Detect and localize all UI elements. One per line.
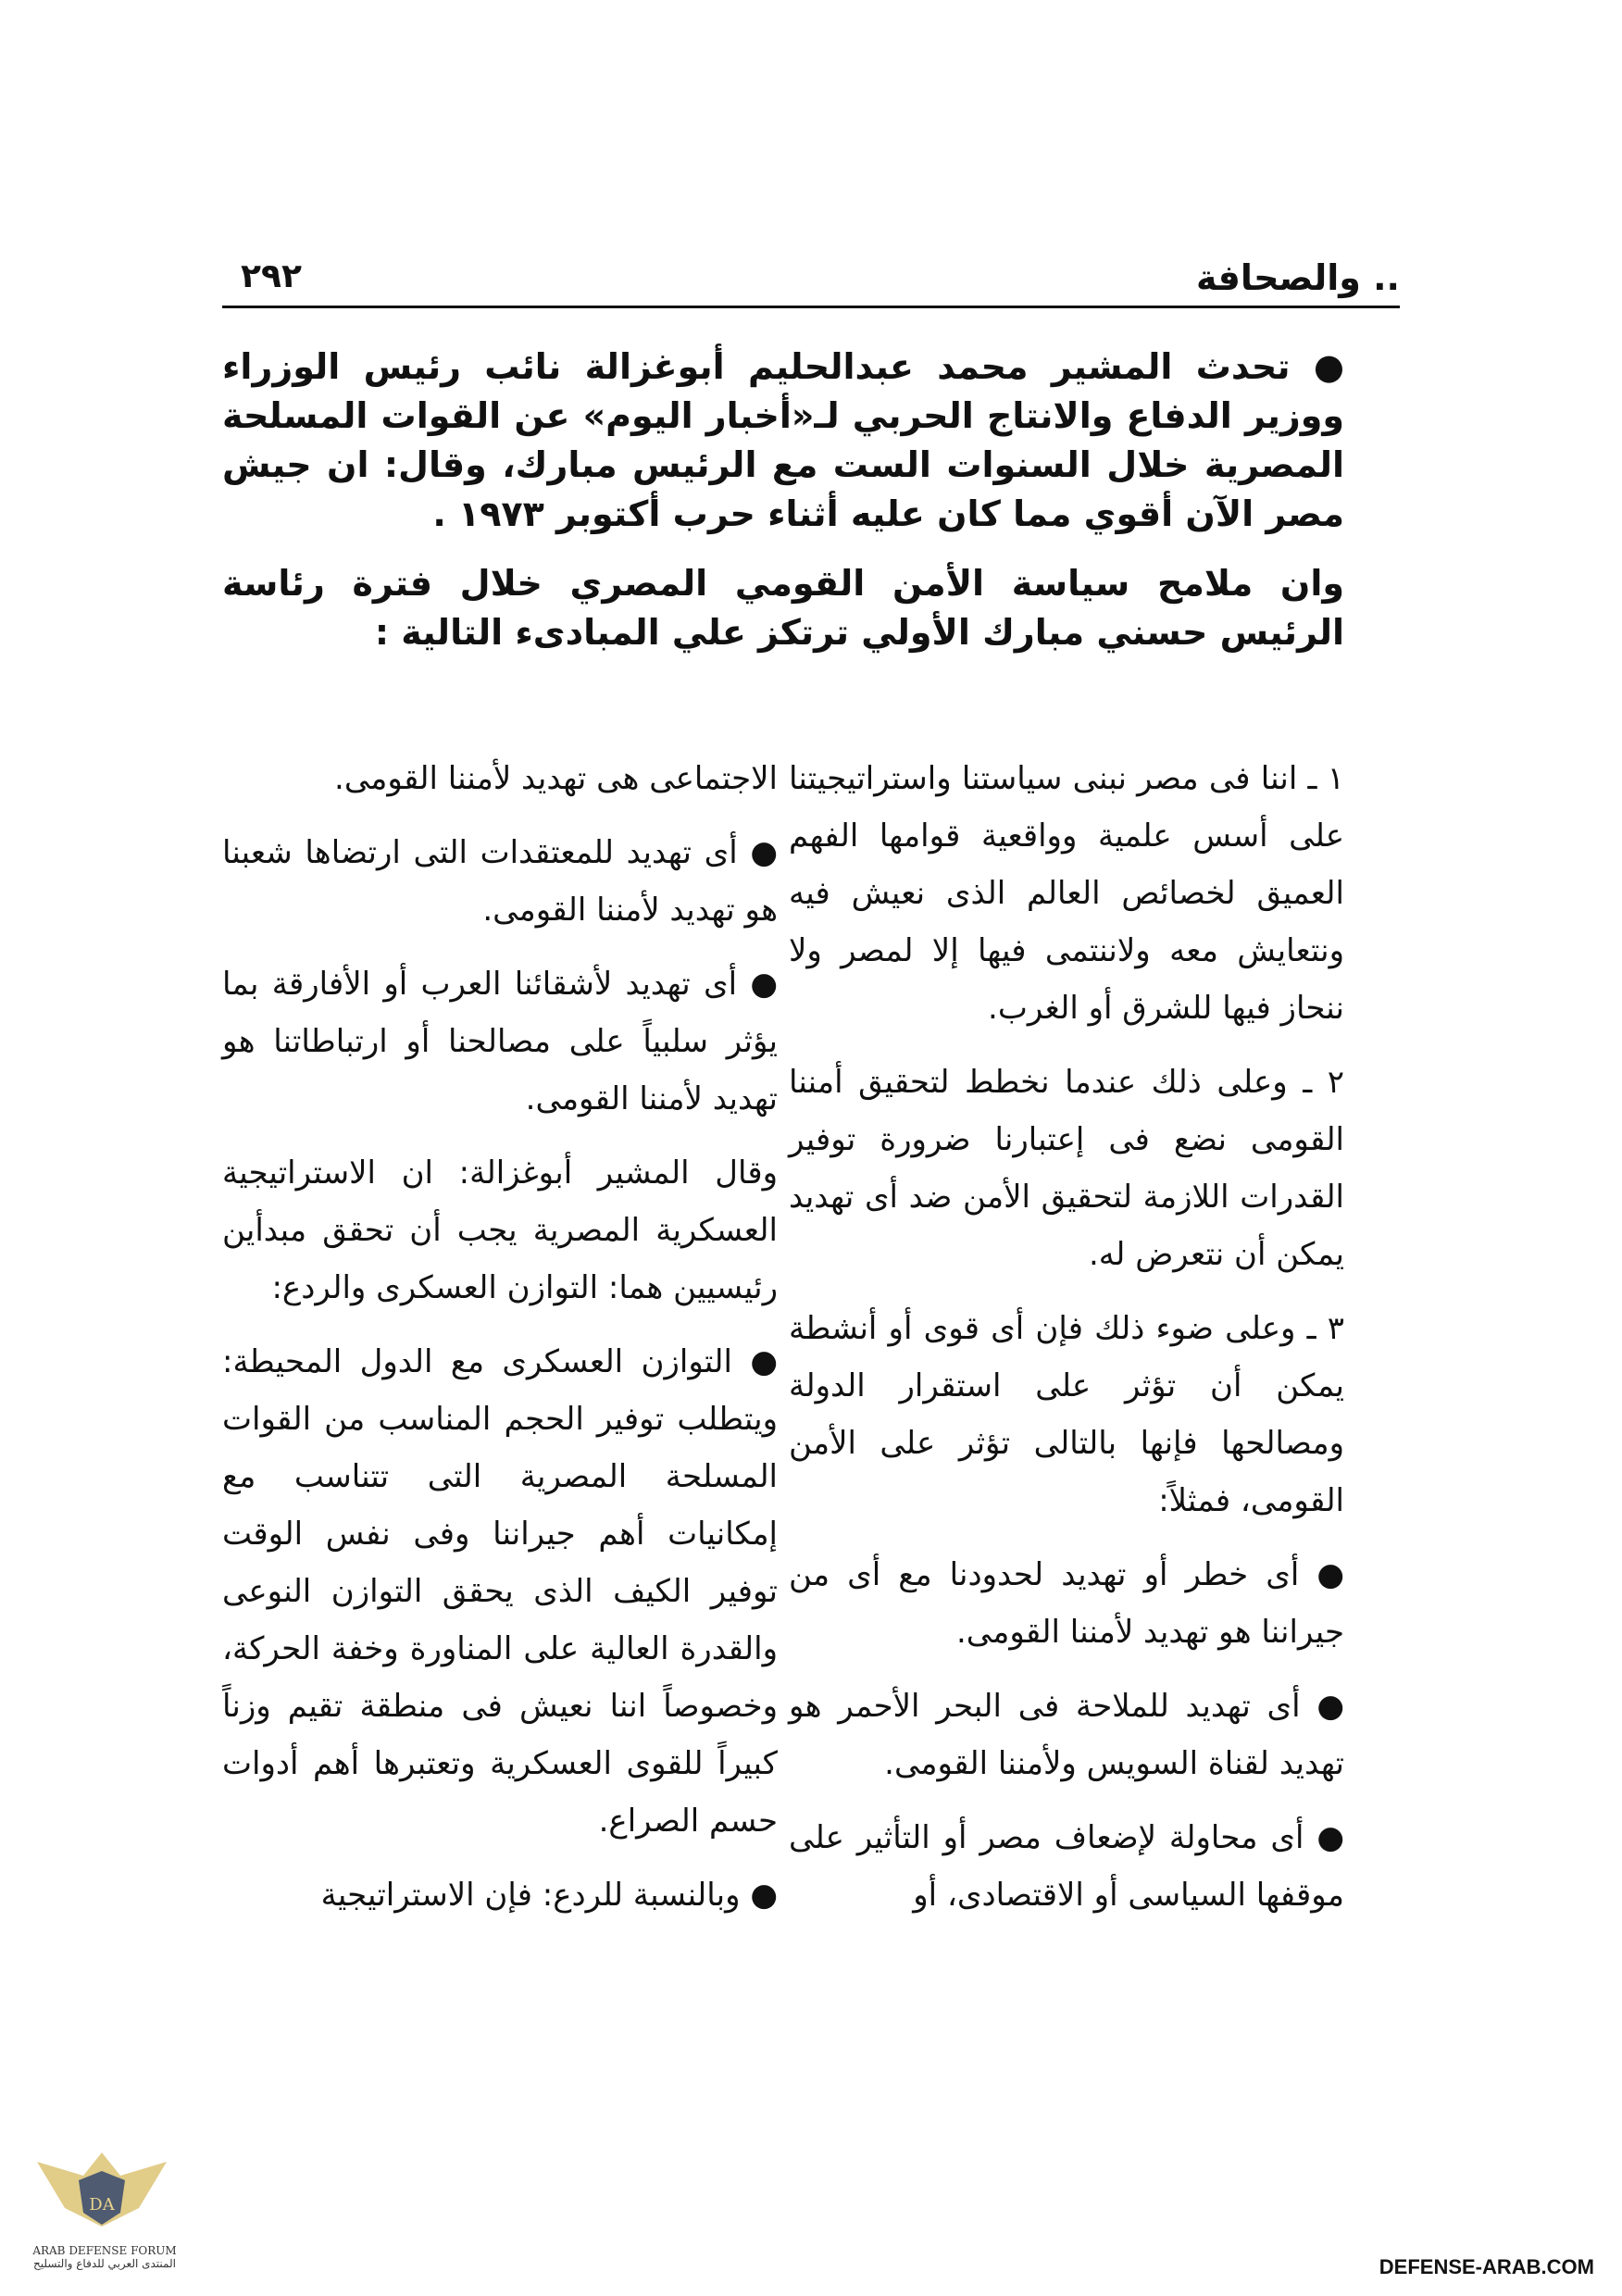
intro-paragraph: ● تحدث المشير محمد عبدالحليم أبوغزالة نائب رئيس الوزراء ووزير الدفاع والانتاج الحربي لـ«أخبار اليوم» عن القوات المسلحة المصرية خلال السنوات الست مع الرئيس مبارك، وقال: ان جيش مصر الآن أقوي مما كان عليه أثناء حرب أكتوبر ١٩٧٣ .: [222, 346, 1344, 534]
left-column: [222, 750, 778, 1940]
logo-line: المنتدى العربي للدفاع والتسليح: [33, 2257, 176, 2270]
column-paragraph: ● أى تهديد للمعتقدات التى ارتضاها شعبنا هو تهديد لأمننا القومى.: [222, 834, 778, 929]
logo-caption: [26, 2244, 183, 2270]
right-column: [789, 750, 1344, 1940]
column-paragraph: ● أى محاولة لإضعاف مصر أو التأثير على موقفها السياسى أو الاقتصادى، أو: [789, 1819, 1344, 1914]
column-paragraph: ● أى تهديد للملاحة فى البحر الأحمر هو تهديد لقناة السويس ولأمننا القومى.: [789, 1688, 1344, 1782]
running-head: .. والصحافة: [1195, 257, 1400, 298]
column-paragraph: الاجتماعى هى تهديد لأمننا القومى.: [334, 760, 778, 797]
column-paragraph: ٢ ـ وعلى ذلك عندما نخطط لتحقيق أمننا القومى نضع فى إعتبارنا ضرورة توفير القدرات اللازمة لتحقيق الأمن ضد أى تهديد يمكن أن نتعرض له.: [789, 1064, 1344, 1273]
page-header: [222, 250, 1400, 308]
column-paragraph: ● أى تهديد لأشقائنا العرب أو الأفارقة بما يؤثر سلبياً على مصالحنا أو ارتباطاتنا هو تهديد لأمننا القومى.: [222, 966, 778, 1117]
logo-line: ARAB DEFENSE FORUM: [32, 2244, 177, 2257]
column-paragraph: ١ ـ اننا فى مصر نبنى سياستنا واستراتيجيتنا على أسس علمية وواقعية قوامها الفهم العميق لخصائص العالم الذى نعيش فيه ونتعايش معه ولاننتمى فيها إلا لمصر ولا ننحاز فيها للشرق أو الغرب.: [789, 760, 1344, 1027]
column-paragraph: ٣ ـ وعلى ضوء ذلك فإن أى قوى أو أنشطة يمكن أن تؤثر على استقرار الدولة ومصالحها فإنها بالتالى تؤثر على الأمن القومى، فمثلاً:: [789, 1310, 1344, 1519]
site-watermark: DEFENSE-ARAB.COM: [1379, 2255, 1594, 2278]
column-paragraph: وقال المشير أبوغزالة: ان الاستراتيجية العسكرية المصرية يجب أن تحقق مبدأين رئيسيين هما: التوازن العسكرى والردع:: [222, 1154, 778, 1306]
page-number: ٢٩٢: [241, 257, 302, 295]
intro-paragraph: وان ملامح سياسة الأمن القومي المصري خلال فترة رئاسة الرئيس حسني مبارك الأولي ترتكز علي المبادىء التالية :: [222, 563, 1344, 653]
column-paragraph: ● وبالنسبة للردع: فإن الاستراتيجية: [320, 1877, 778, 1914]
intro-block: [222, 343, 1344, 678]
column-paragraph: ● التوازن العسكرى مع الدول المحيطة: ويتطلب توفير الحجم المناسب من القوات المسلحة المصرية التى تتناسب مع إمكانيات أهم جيراننا وفى نفس الوقت توفير الكيف الذى يحقق التوازن النوعى والقدرة العالية على المناورة وخفة الحركة، وخصوصاً اننا نعيش فى منطقة تقيم وزناً كبيراً للقوى العسكرية وتعتبرها أهم أدوات حسم الصراع.: [222, 1343, 778, 1840]
svg-text:DA: DA: [89, 2195, 115, 2215]
column-paragraph: ● أى خطر أو تهديد لحدودنا مع أى من جيراننا هو تهديد لأمننا القومى.: [789, 1556, 1344, 1651]
